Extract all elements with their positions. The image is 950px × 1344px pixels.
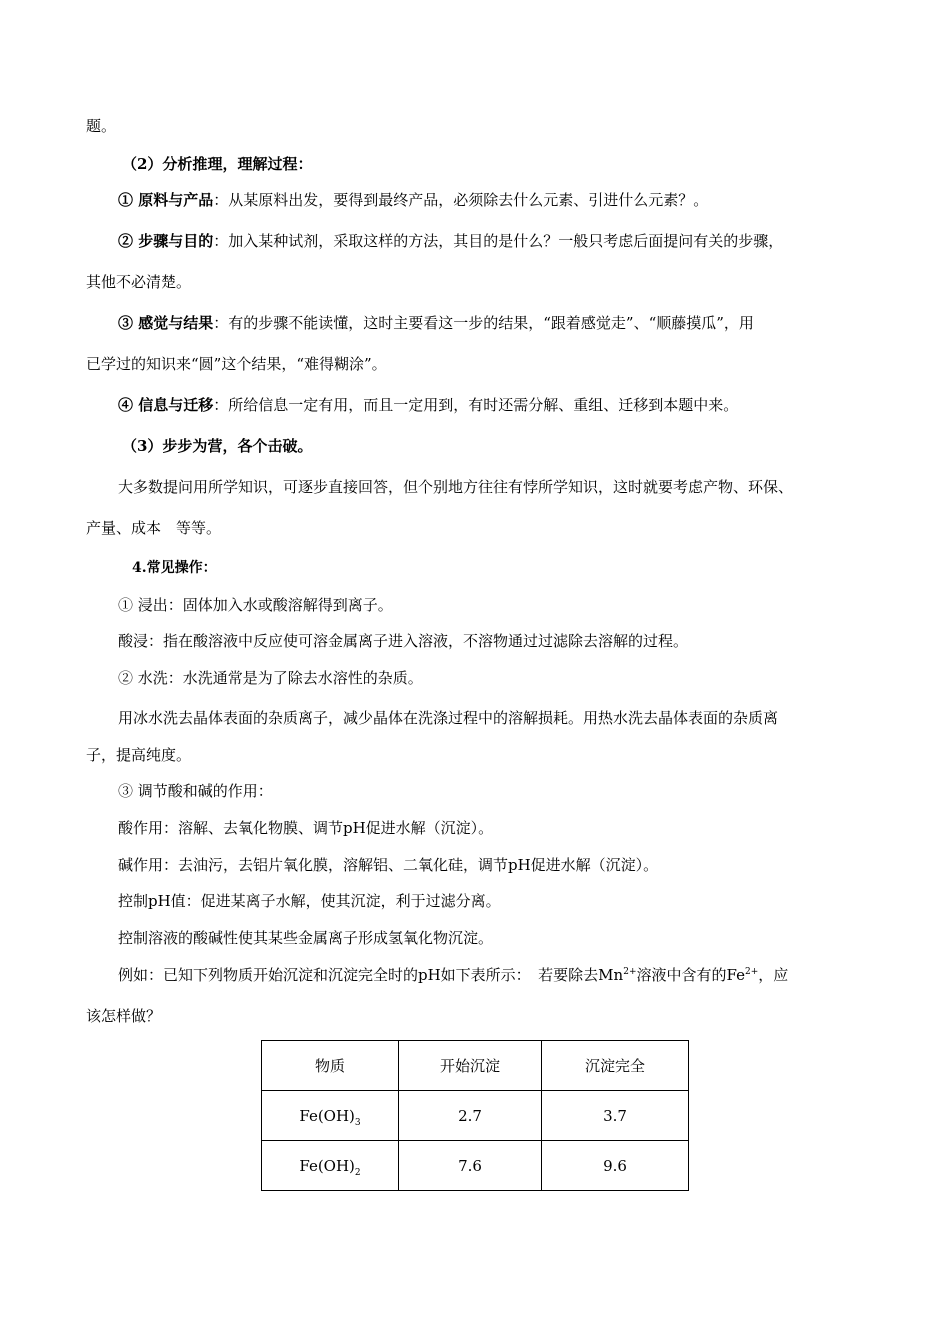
text-line [118,231,783,251]
item-text: ：从某原料出发，要得到最终产品，必须除去什么元素、引进什么元素？。 [213,191,709,209]
subscript: 3 [354,1117,361,1128]
text-line: 已学过的知识来“圆”这个结果，“难得糊涂”。 [86,355,387,373]
table-header-row [262,1041,689,1091]
text-segment: 例如：已知下列物质开始沉淀和沉淀完全时的pH如下表所示： 若要除去Mn [118,966,624,984]
text-line: 产量、成本 等等。 [86,519,222,537]
header-cell: 物质 [262,1041,399,1091]
text-line: 酸浸：指在酸溶液中反应使可溶金属离子进入溶液，不溶物通过过滤除去溶解的过程。 [118,632,689,650]
text-line: 控制pH值：促进某离子水解，使其沉淀，利于过滤分离。 [118,892,501,910]
substance-name: Fe(OH) [299,1156,355,1175]
substance-cell [262,1141,399,1191]
item-text: ：加入某种试剂，采取这样的方法，其目的是什么？一般只考虑后面提问有关的步骤， [213,232,784,250]
section-heading: （3）步步为营，各个击破。 [122,437,313,455]
item-text: ：所给信息一定有用，而且一定用到，有时还需分解、重组、迁移到本题中来。 [213,396,739,414]
substance-cell [262,1091,399,1141]
text-line: 子，提高纯度。 [86,746,192,764]
header-cell: 开始沉淀 [399,1041,542,1091]
table-row [262,1141,689,1191]
text-line: ② 水洗：水洗通常是为了除去水溶性的杂质。 [118,669,423,687]
text-line: 酸作用：溶解、去氧化物膜、调节pH促进水解（沉淀）。 [118,819,494,837]
text-line: 该怎样做？ [86,1007,162,1025]
text-line: 碱作用：去油污，去铝片氧化膜，溶解铝、二氧化硅，调节pH促进水解（沉淀）。 [118,856,659,874]
complete-ph-cell: 3.7 [542,1091,689,1141]
text-line [118,313,754,333]
header-cell: 沉淀完全 [542,1041,689,1091]
text-line: 控制溶液的酸碱性使其某些金属离子形成氢氧化物沉淀。 [118,929,494,947]
start-ph-cell: 2.7 [399,1091,542,1141]
start-ph-cell: 7.6 [399,1141,542,1191]
superscript: 2+ [744,967,759,977]
superscript: 2+ [623,967,637,977]
section-heading: 4.常见操作： [132,560,217,576]
text-segment: ，应 [758,966,789,984]
text-line: ① 浸出：固体加入水或酸溶解得到离子。 [118,596,393,614]
item-label: ③ 感觉与结果 [118,314,214,332]
item-label: ④ 信息与迁移 [118,396,214,414]
subscript: 2 [354,1167,361,1178]
complete-ph-cell: 9.6 [542,1141,689,1191]
ph-table [261,1040,689,1191]
text-line: 其他不必清楚。 [86,273,192,291]
text-line [118,395,738,415]
substance-name: Fe(OH) [299,1106,355,1125]
text-line: 大多数提问用所学知识，可逐步直接回答，但个别地方往往有悖所学知识，这时就要考虑产物、环保、 [118,478,794,496]
item-label: ② 步骤与目的 [118,232,214,250]
text-line: 用冰水洗去晶体表面的杂质离子，减少晶体在洗涤过程中的溶解损耗。用热水洗去晶体表面的杂质离 [118,709,779,727]
text-line [118,190,708,210]
item-label: ① 原料与产品 [118,191,214,209]
text-line [118,965,788,985]
table-row [262,1091,689,1141]
text-line: 题。 [86,117,117,135]
text-line: ③ 调节酸和碱的作用： [118,782,273,800]
text-segment: 溶液中含有的Fe [636,966,745,984]
item-text: ：有的步骤不能读懂，这时主要看这一步的结果，“跟着感觉走”、“顺藤摸瓜”，用 [213,314,754,332]
section-heading: （2）分析推理，理解过程： [122,155,313,173]
